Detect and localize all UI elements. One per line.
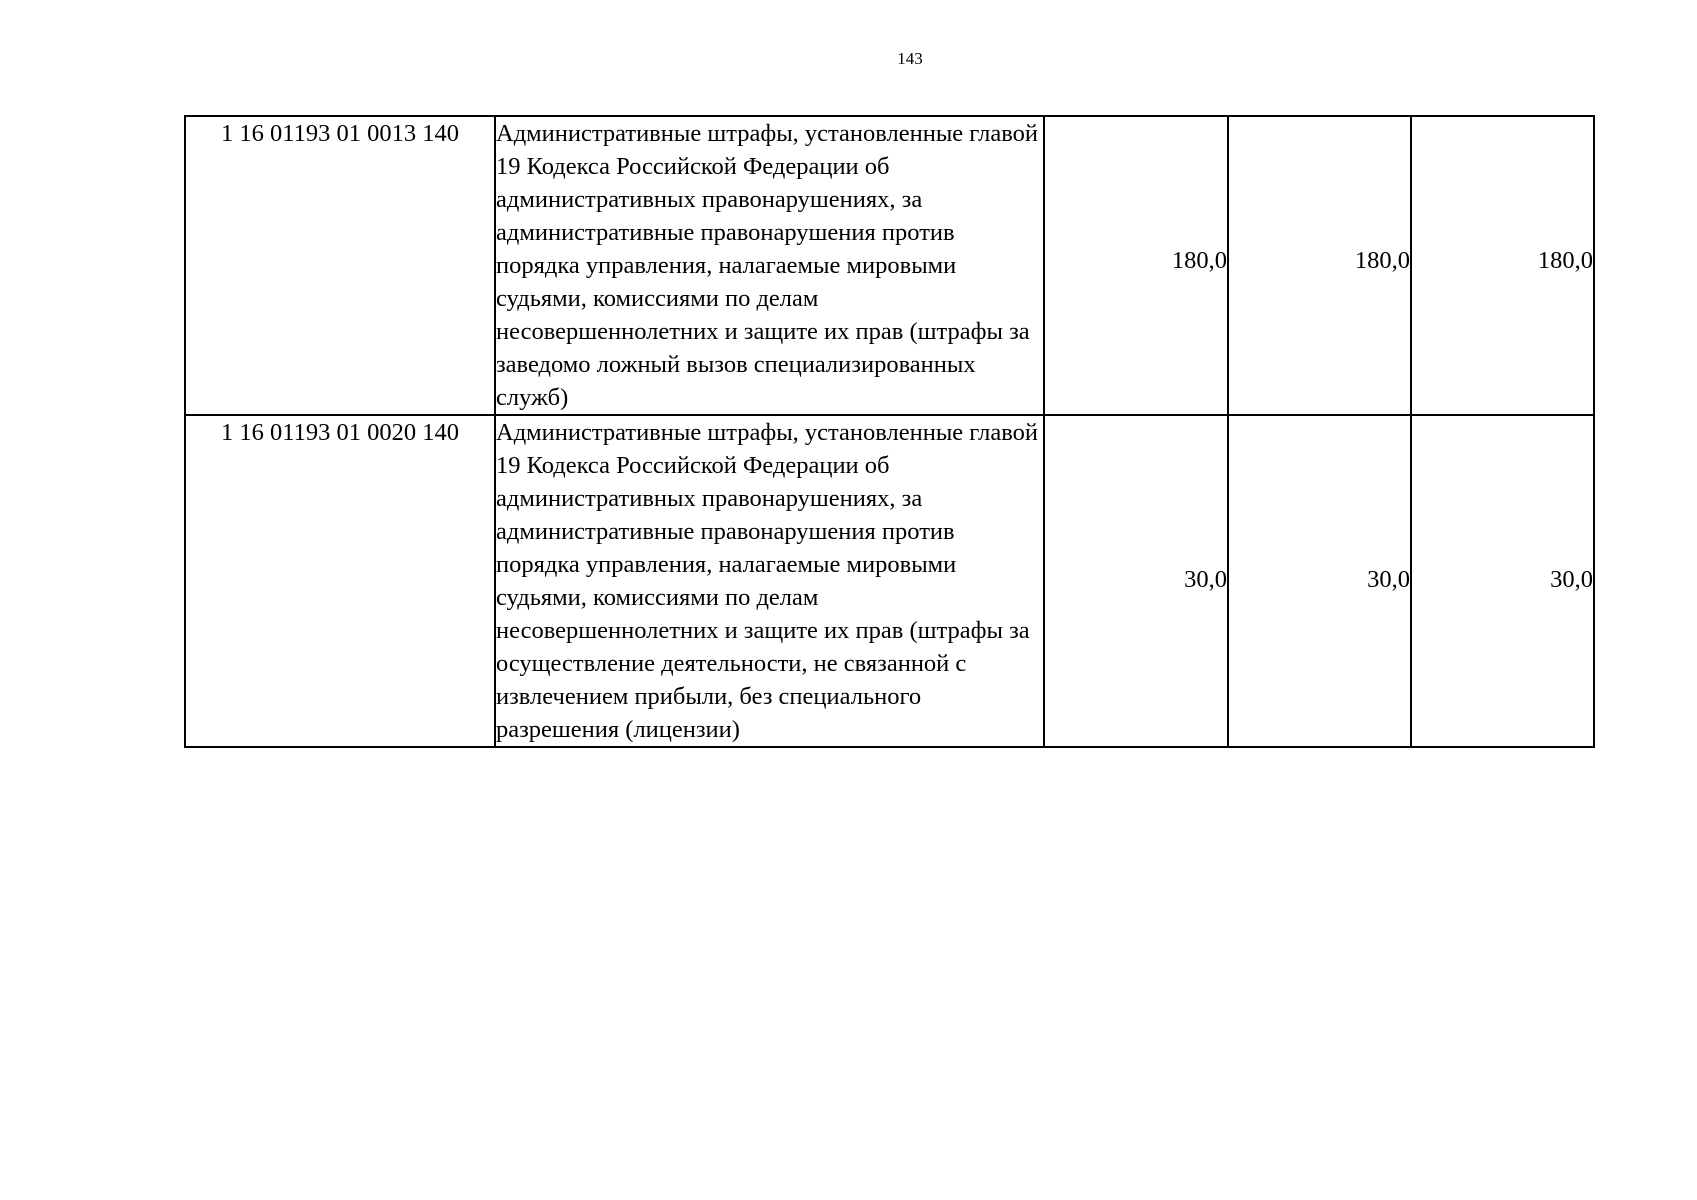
amount-cell-1: 180,0 [1044,116,1228,415]
budget-code-cell: 1 16 01193 01 0013 140 [185,116,495,415]
table-row [185,116,1594,415]
amount-cell-3: 30,0 [1411,415,1594,747]
budget-table [184,115,1595,748]
budget-code-cell: 1 16 01193 01 0020 140 [185,415,495,747]
revenue-name-cell: Административные штрафы, установленные главой 19 Кодекса Российской Федерации об административных правонарушениях, за административные правонарушения против порядка управления, налагаемые мировыми судьями, комиссиями по делам несовершеннолетних и защите их прав (штрафы за осуществление деятельности, не связанной с извлечением прибыли, без специального разрешения (лицензии) [495,415,1044,747]
amount-cell-1: 30,0 [1044,415,1228,747]
table-row [185,415,1594,747]
revenue-name-cell: Административные штрафы, установленные главой 19 Кодекса Российской Федерации об административных правонарушениях, за административные правонарушения против порядка управления, налагаемые мировыми судьями, комиссиями по делам несовершеннолетних и защите их прав (штрафы за заведомо ложный вызов специализированных служб) [495,116,1044,415]
page-number: 143 [897,49,923,68]
amount-cell-2: 30,0 [1228,415,1411,747]
amount-cell-3: 180,0 [1411,116,1594,415]
amount-cell-2: 180,0 [1228,116,1411,415]
